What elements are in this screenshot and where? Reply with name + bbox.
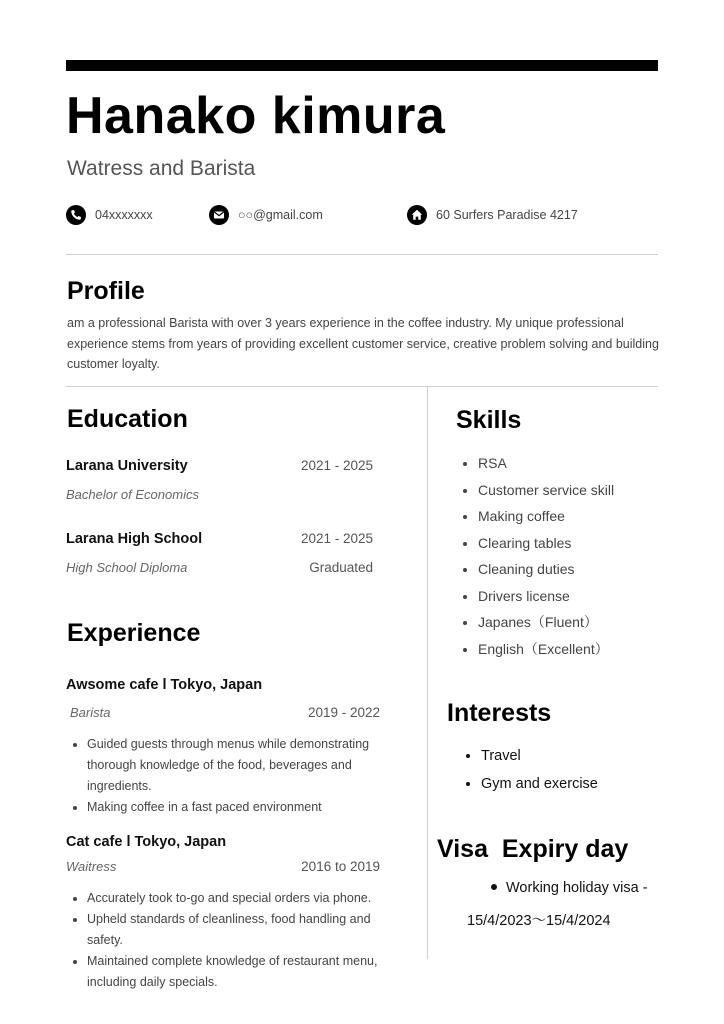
list-item: • Upheld standards of cleanliness, food handling and safety. — [87, 909, 405, 951]
street-address: 60 Surfers Paradise 4217 — [436, 208, 578, 222]
profile-summary: am a professional Barista with over 3 years experience in the coffee industry. My unique professional experience stems from years of providing excellent customer service, creative problem solving and building customer loyalty. — [67, 316, 659, 371]
contact-email — [209, 205, 323, 225]
education-status: Graduated — [309, 560, 373, 575]
email-icon — [209, 205, 229, 225]
bullet-dot — [491, 884, 497, 890]
interests-list — [465, 745, 598, 801]
list-item: • Cleaning duties — [478, 558, 614, 585]
list-item: • Making coffee — [478, 505, 614, 532]
contact-phone — [66, 205, 153, 225]
divider-top — [66, 254, 658, 255]
divider-middle — [66, 386, 658, 387]
list-item: • Customer service skill — [478, 479, 614, 506]
phone-icon — [66, 205, 86, 225]
email-address[interactable]: ○○@gmail.com — [238, 208, 323, 222]
education-dates: 2021 - 2025 — [300, 531, 373, 546]
list-item: • RSA — [478, 452, 614, 479]
education-heading: Education — [67, 405, 188, 433]
top-rule — [66, 60, 658, 71]
job-title: Watress and Barista — [67, 157, 256, 180]
list-item: • Accurately took to-go and special orders via phone. — [87, 888, 405, 909]
education-school: Larana University — [66, 458, 188, 474]
visa-period: 15/4/2023～15/4/2024 — [467, 913, 611, 929]
education-dates: 2021 - 2025 — [300, 458, 373, 473]
list-item: • Making coffee in a fast paced environment — [87, 797, 397, 818]
job-duties — [67, 734, 397, 818]
list-item: • Japanes（Fluent） — [478, 611, 614, 638]
phone-number: 04xxxxxxx — [95, 208, 153, 222]
job-company: Cat cafe l Tokyo, Japan — [66, 834, 227, 850]
job-role: Waitress — [66, 859, 117, 874]
interests-heading: Interests — [447, 699, 552, 727]
person-name: Hanako kimura — [66, 87, 446, 145]
list-item: • Guided guests through menus while demonstrating thorough knowledge of the food, beverages and ingredients. — [87, 734, 397, 797]
skills-heading: Skills — [456, 406, 522, 434]
job-dates: 2016 to 2019 — [301, 859, 380, 874]
home-icon — [407, 205, 427, 225]
job-duties — [67, 888, 405, 993]
list-item: • English（Excellent） — [478, 638, 614, 665]
education-degree: Bachelor of Economics — [66, 487, 199, 502]
job-role: Barista — [70, 705, 111, 720]
visa-type — [491, 880, 648, 896]
experience-heading: Experience — [67, 619, 201, 647]
list-item: • Travel — [481, 745, 598, 773]
visa-heading: Visa Expiry day — [437, 835, 629, 863]
column-divider — [427, 387, 428, 959]
education-degree: High School Diploma — [66, 560, 188, 575]
job-company: Awsome cafe l Tokyo, Japan — [66, 677, 263, 693]
profile-heading: Profile — [67, 277, 145, 305]
job-dates: 2019 - 2022 — [307, 705, 380, 720]
list-item: • Maintained complete knowledge of restaurant menu, including daily specials. — [87, 951, 405, 993]
list-item: • Gym and exercise — [481, 773, 598, 801]
list-item: • Drivers license — [478, 585, 614, 612]
education-school: Larana High School — [66, 531, 203, 547]
visa-type-text: Working holiday visa - — [506, 880, 648, 896]
skills-list — [461, 452, 614, 664]
list-item: • Clearing tables — [478, 532, 614, 559]
contact-address — [407, 205, 578, 225]
